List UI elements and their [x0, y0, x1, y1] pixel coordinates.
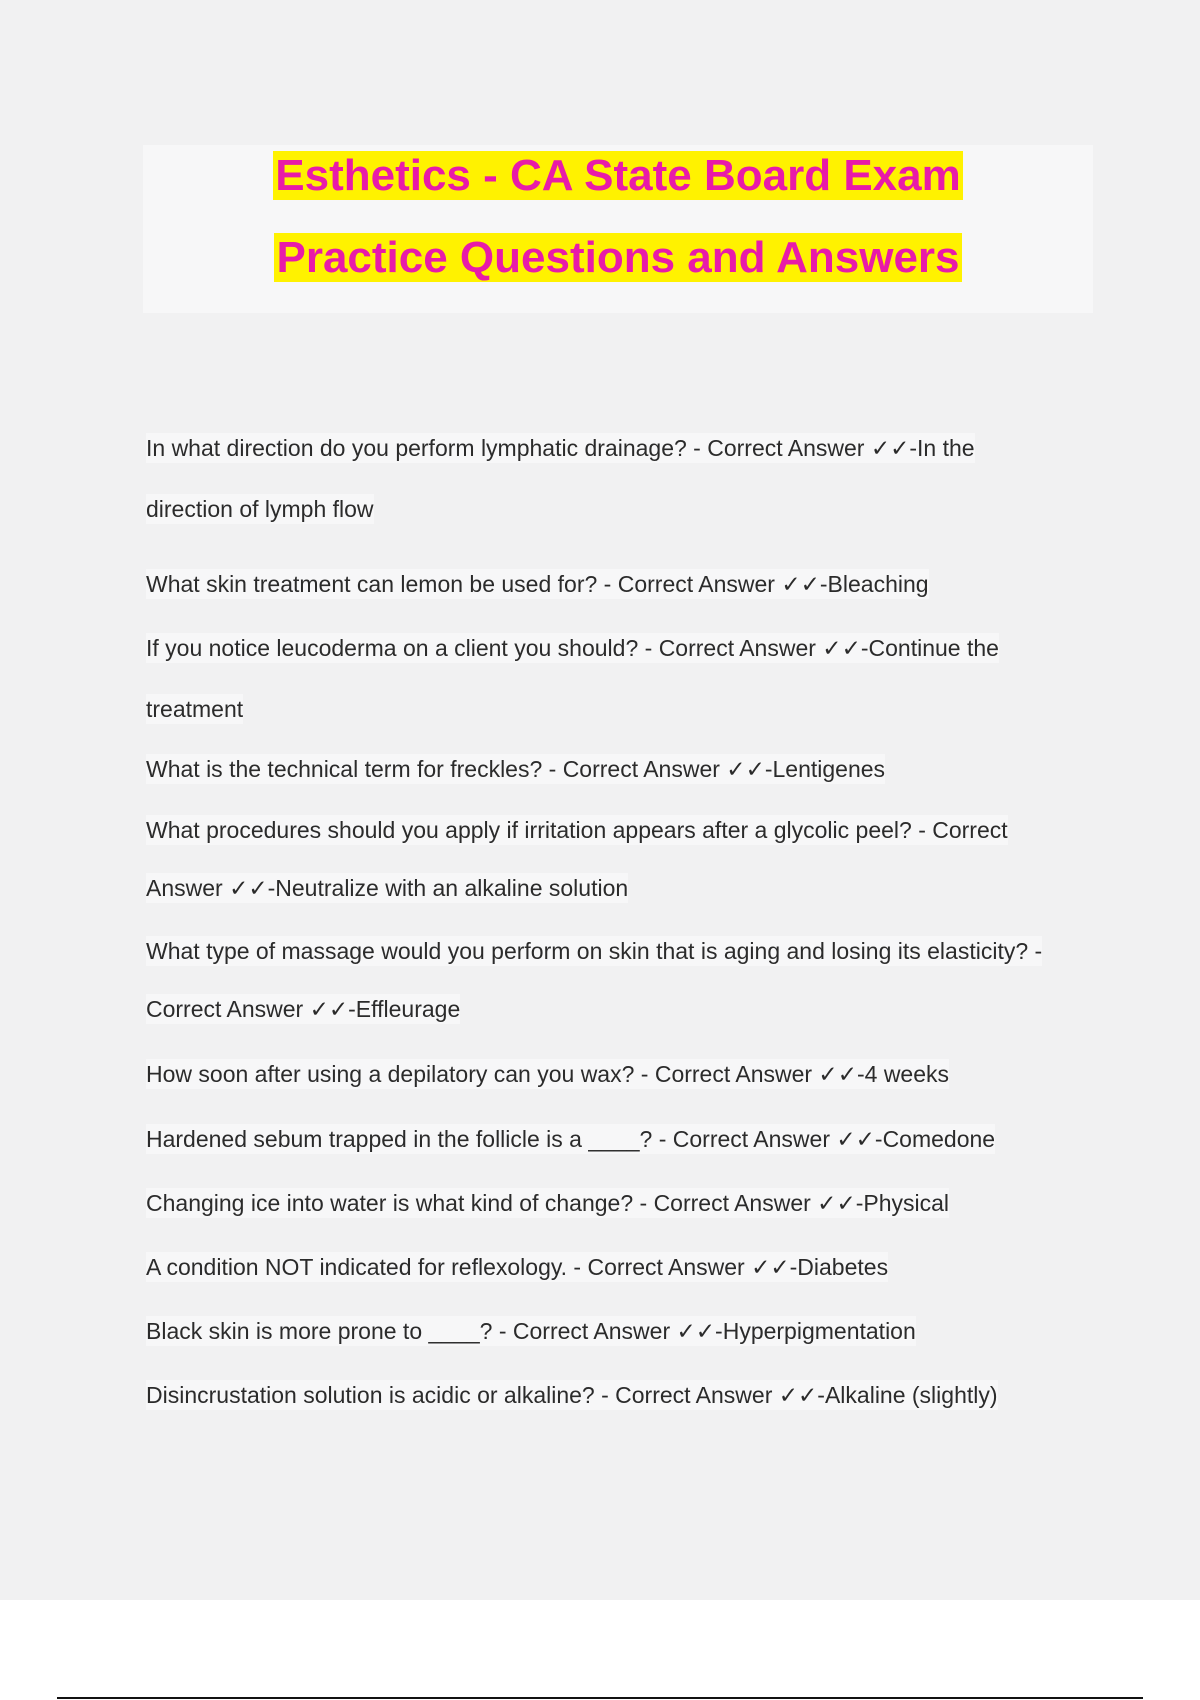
qa-line: How soon after using a depilatory can you wax? - Correct Answer ✓✓-4 weeks	[146, 1061, 950, 1087]
qa-line: What skin treatment can lemon be used for? - Correct Answer ✓✓-Bleaching	[146, 571, 929, 597]
qa-line: What procedures should you apply if irritation appears after a glycolic peel? - Correct	[146, 817, 1008, 843]
qa-line: Disincrustation solution is acidic or alkaline? - Correct Answer ✓✓-Alkaline (slightly)	[146, 1382, 998, 1408]
qa-line: Changing ice into water is what kind of change? - Correct Answer ✓✓-Physical	[146, 1190, 950, 1216]
qa-line: What type of massage would you perform on skin that is aging and losing its elasticity? -	[146, 938, 1043, 964]
title-block	[143, 145, 1093, 313]
qa-line: Answer ✓✓-Neutralize with an alkaline solution	[146, 875, 629, 901]
title-text-1: Esthetics - CA State Board Exam	[275, 151, 961, 200]
footer-divider	[57, 1697, 1143, 1699]
qa-line: If you notice leucoderma on a client you should? - Correct Answer ✓✓-Continue the	[146, 635, 999, 661]
qa-line: direction of lymph flow	[146, 496, 374, 522]
qa-line: treatment	[146, 696, 244, 722]
title-text-2: Practice Questions and Answers	[276, 233, 960, 282]
qa-line: What is the technical term for freckles? - Correct Answer ✓✓-Lentigenes	[146, 756, 886, 782]
title-line-1	[143, 149, 1093, 203]
qa-line: Correct Answer ✓✓-Effleurage	[146, 996, 461, 1022]
qa-line: Black skin is more prone to ____? - Correct Answer ✓✓-Hyperpigmentation	[146, 1318, 916, 1344]
title-line-2	[143, 231, 1093, 285]
qa-line: In what direction do you perform lymphatic drainage? - Correct Answer ✓✓-In the	[146, 435, 975, 461]
qa-line: A condition NOT indicated for reflexology. - Correct Answer ✓✓-Diabetes	[146, 1254, 889, 1280]
qa-line: Hardened sebum trapped in the follicle is a ____? - Correct Answer ✓✓-Comedone	[146, 1126, 996, 1152]
